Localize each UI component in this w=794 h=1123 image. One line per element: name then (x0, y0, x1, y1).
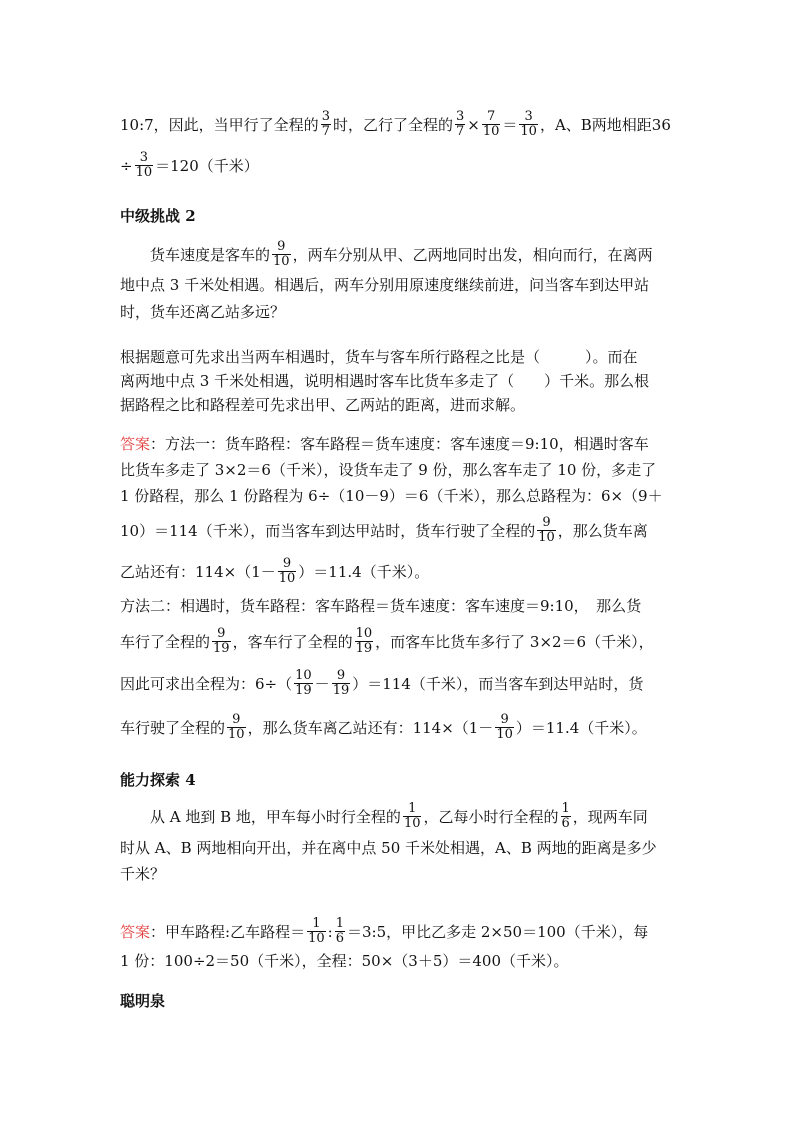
fraction (278, 557, 297, 586)
problem-2-line-1 (150, 802, 710, 831)
text-span: ，A、B两地相距36 (539, 115, 671, 134)
fraction-numerator: 7 (486, 109, 496, 124)
answer-line-2: 比货车多走了 3×2＝6（千米），设货车走了 9 份，那么客车走了 10 份，多走了 (120, 461, 657, 479)
fraction (537, 516, 556, 545)
hint-line-1: 根据题意可先求出当两车相遇时，货车与客车所行路程之比是（ ）。而在 (120, 348, 638, 366)
fraction (335, 917, 345, 946)
fraction (482, 110, 501, 139)
text-span: ＝3:5，甲比乙多走 2×50＝100（千米），每 (346, 922, 649, 941)
fraction-denominator: 10 (520, 124, 537, 139)
text-span: 乙站还有：114×（1－ (120, 562, 276, 581)
text-span: × (467, 115, 480, 134)
text-span: ，客车行了全程的 (232, 632, 353, 651)
fraction (227, 713, 246, 742)
fraction-denominator: 19 (332, 683, 350, 698)
text-span: 10）＝114（千米），而当客车到达甲站时，货车行驶了全程的 (120, 521, 536, 540)
fraction (455, 110, 465, 139)
fraction-numerator: 9 (217, 626, 226, 641)
fraction-numerator: 3 (321, 109, 330, 124)
fraction (321, 110, 331, 139)
answer-line-5 (120, 557, 680, 586)
text-span: ）＝11.4（千米）。 (515, 718, 647, 737)
answer-line-4 (120, 516, 680, 545)
fraction-numerator: 9 (232, 712, 241, 727)
fraction (495, 713, 514, 742)
fraction-denominator: 10 (228, 727, 245, 742)
fraction-denominator: 10 (273, 254, 290, 269)
fraction (294, 669, 313, 698)
fraction-denominator: 10 (496, 727, 513, 742)
fraction-denominator: 10 (403, 816, 421, 831)
fraction-denominator: 7 (455, 124, 465, 139)
text-span: ，而客车比货车多行了 3×2＝6（千米）， (375, 632, 654, 651)
section-heading-smart-spring: 聪明泉 (120, 992, 166, 1010)
fraction (272, 240, 291, 269)
text-span: ÷ (120, 156, 133, 175)
method-2-line-2 (120, 627, 680, 656)
fraction (355, 627, 374, 656)
text-span: ，乙每小时行全程的 (423, 807, 559, 826)
problem-line-1 (150, 240, 710, 269)
fraction (212, 627, 231, 656)
fraction-numerator: 10 (355, 626, 373, 641)
fraction-numerator: 9 (336, 668, 346, 683)
fraction-denominator: 7 (321, 124, 330, 139)
method-2-line-1: 方法二：相遇时，货车路程：客车路程＝货车速度：客车速度＝9:10， 那么货 (120, 597, 642, 615)
fraction-denominator: 19 (295, 683, 312, 698)
method-2-line-4 (120, 713, 680, 742)
text-span: ，两车分别从甲、乙两地同时出发，相向而行，在离两 (292, 245, 653, 264)
fraction (135, 151, 154, 180)
intro-line-1 (120, 110, 680, 139)
fraction-numerator: 1 (408, 801, 417, 816)
fraction-denominator: 10 (482, 124, 500, 139)
intro-line-2 (120, 151, 680, 180)
fraction-numerator: 3 (139, 150, 148, 165)
section-heading-challenge-2: 中级挑战 2 (120, 207, 196, 225)
hint-line-2: 离两地中点 3 千米处相遇，说明相遇时客车比货车多走了（ ）千米。那么根 (120, 372, 650, 390)
fraction-numerator: 1 (335, 916, 344, 931)
text-span: ＝120（千米） (155, 156, 259, 175)
text-span: 从 A 地到 B 地，甲车每小时行全程的 (150, 807, 401, 826)
fraction-denominator: 19 (355, 641, 373, 656)
hint-line-3: 据路程之比和路程差可先求出甲、乙两站的距离，进而求解。 (120, 396, 526, 414)
text-span: 货车速度是客车的 (150, 245, 271, 264)
text-span: ）＝11.4（千米）。 (298, 562, 430, 581)
problem-line-2: 地中点 3 千米处相遇。相遇后，两车分别用原速度继续前进，问当客车到达甲站 (120, 276, 650, 294)
fraction-denominator: 10 (278, 571, 296, 586)
section-heading-explore-4: 能力探索 4 (120, 771, 196, 789)
fraction-numerator: 3 (455, 109, 465, 124)
fraction-numerator: 1 (561, 801, 570, 816)
problem-2-line-3: 千米？ (120, 865, 166, 883)
text-span: ：甲车路程:乙车路程＝ (150, 922, 306, 941)
answer-2-line-2: 1 份：100÷2＝50（千米），全程：50×（3＋5）＝400（千米）。 (120, 952, 569, 970)
fraction-numerator: 1 (312, 916, 321, 931)
fraction-denominator: 6 (561, 816, 570, 831)
fraction-denominator: 6 (335, 931, 344, 946)
text-span: 车行了全程的 (120, 632, 211, 651)
text-span: 车行驶了全程的 (120, 718, 226, 737)
text-span: ，现两车同 (572, 807, 648, 826)
text-span: － (314, 674, 330, 693)
text-span: : (327, 922, 333, 941)
fraction (561, 802, 571, 831)
fraction-denominator: 19 (213, 641, 230, 656)
fraction (519, 110, 538, 139)
text-span: 时，乙行了全程的 (332, 115, 453, 134)
answer-2-line-1 (120, 917, 680, 946)
text-span: ，那么货车离 (557, 521, 648, 540)
text-span: 10:7，因此，当甲行了全程的 (120, 115, 319, 134)
fraction-numerator: 9 (282, 556, 292, 571)
text-span: ，那么货车离乙站还有：114×（1－ (247, 718, 494, 737)
fraction-denominator: 10 (135, 165, 153, 180)
fraction (307, 917, 326, 946)
problem-2-line-2: 时从 A、B 两地相向开出，并在离中点 50 千米处相遇，A、B 两地的距离是多少 (120, 839, 657, 857)
answer-label: 答案 (120, 435, 151, 453)
fraction-numerator: 9 (277, 239, 286, 254)
fraction-numerator: 9 (542, 515, 551, 530)
text-span: 因此可求出全程为：6÷（ (120, 674, 293, 693)
fraction-denominator: 10 (538, 530, 555, 545)
fraction-numerator: 3 (524, 109, 533, 124)
answer-line-3: 1 份路程，那么 1 份路程为 6÷（10－9）＝6（千米），那么总路程为：6×（9＋ (120, 487, 663, 505)
answer-label: 答案 (120, 922, 151, 941)
problem-line-3: 时，货车还离乙站多远？ (120, 303, 286, 321)
fraction-numerator: 10 (295, 668, 312, 683)
text-span: ）＝114（千米），而当客车到达甲站时，货 (352, 674, 644, 693)
fraction-denominator: 10 (308, 931, 325, 946)
fraction (403, 802, 422, 831)
method-2-line-3 (120, 669, 680, 698)
answer-line-1 (120, 434, 680, 454)
fraction-numerator: 9 (500, 712, 509, 727)
fraction (332, 669, 351, 698)
text-span: ：方法一：货车路程：客车路程＝货车速度：客车速度＝9:10，相遇时客车 (150, 435, 649, 453)
text-span: ＝ (502, 115, 518, 134)
